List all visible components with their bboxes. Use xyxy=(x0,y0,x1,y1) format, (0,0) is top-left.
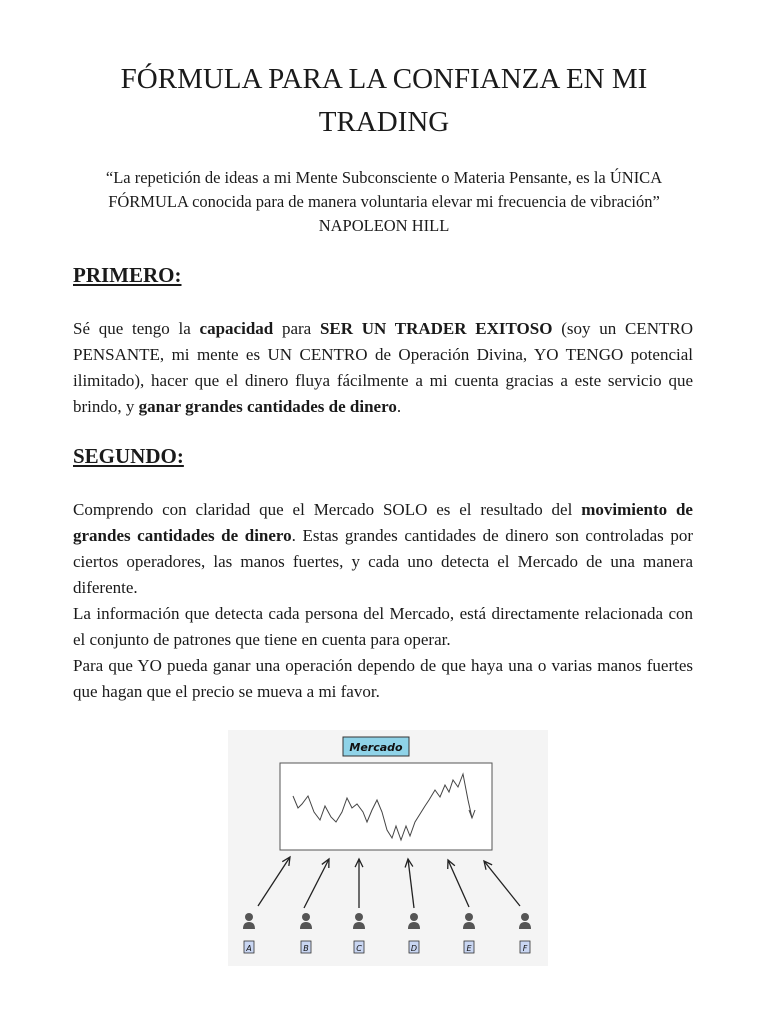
trader-label: E xyxy=(466,944,472,953)
text-run: Comprendo con claridad que el Mercado SOLO es el resultado del xyxy=(73,500,582,519)
text-run: Sé que tengo la xyxy=(73,319,200,338)
quote-author: NAPOLEON HILL xyxy=(318,216,450,235)
text-run: La información que detecta cada persona del Mercado, está directamente relacionada con el conjunto de patrones que tiene en cuenta para operar. xyxy=(73,604,693,649)
section-body-segundo xyxy=(73,497,693,705)
trader-label: F xyxy=(522,944,528,953)
paragraph xyxy=(73,316,693,420)
bold-text: ganar grandes cantidades de dinero xyxy=(138,397,397,416)
section-heading-segundo: SEGUNDO: xyxy=(73,444,184,468)
trader-label: A xyxy=(246,944,252,953)
text-run: para xyxy=(273,319,320,338)
bold-text: SER UN TRADER EXITOSO xyxy=(319,319,553,338)
trader-label: C xyxy=(356,944,362,953)
trader-label: B xyxy=(303,944,309,953)
document-title: FÓRMULA PARA LA CONFIANZA EN MI TRADING xyxy=(120,63,648,138)
text-run: . Estas grandes cantidades de dinero son controladas por ciertos operadores, las manos fuertes, y cada uno detecta el Mercado de una manera diferente. xyxy=(73,526,693,597)
quote-block xyxy=(80,166,688,238)
section-heading-primero: PRIMERO: xyxy=(73,263,182,287)
market-label: Mercado xyxy=(349,741,403,754)
text-run: Para que YO pueda ganar una operación dependo de que haya una o varias manos fuertes que hagan que el precio se mueva a mi favor. xyxy=(73,656,693,701)
market-diagram xyxy=(228,730,548,966)
bold-text: movimiento de grandes cantidades de dinero xyxy=(73,500,693,545)
text-run: (soy un CENTRO PENSANTE, mi mente es UN CENTRO de Operación Divina, YO TENGO potencial ilimitado), hacer que el dinero fluya fácilmente a mi cuenta gracias a este servicio que brindo, y xyxy=(73,319,693,416)
trader-label: D xyxy=(410,944,418,953)
paragraph xyxy=(73,601,693,653)
paragraph xyxy=(73,497,693,601)
bold-text: capacidad xyxy=(199,319,274,338)
paragraph xyxy=(73,653,693,705)
quote-text: “La repetición de ideas a mi Mente Subconsciente o Materia Pensante, es la ÚNICA FÓRMULA conocida para de manera voluntaria elevar mi frecuencia de vibración” xyxy=(105,168,663,211)
section-body-primero xyxy=(73,316,693,420)
text-run: . xyxy=(396,397,402,416)
